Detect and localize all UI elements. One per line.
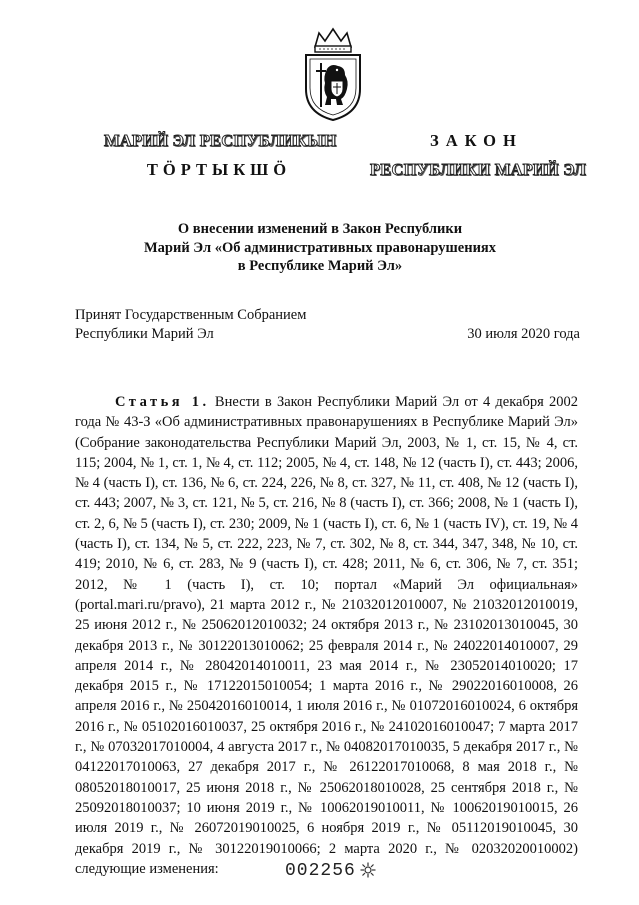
document-number: 002256 — [285, 861, 356, 881]
title-line-2: Марий Эл «Об административных правонарушениях — [143, 239, 497, 256]
adoption-date: 30 июля 2020 года — [467, 326, 580, 342]
ornament-icon — [360, 862, 376, 878]
header-right-line1: ЗАКОН — [430, 131, 523, 150]
article-1-paragraph — [75, 392, 578, 879]
title-line-1: О внесении изменений в Закон Республики — [177, 221, 463, 237]
header-left-line2: ТӦРТЫКШӦ — [146, 160, 292, 179]
article-text: Внести в Закон Республики Марий Эл от 4 декабря 2002 года № 43-З «Об административных правонарушениях в Республике Марий Эл» (Собрание законодательства Республики Марий Эл, 2003, № 1, ст. 15, № 4, ст. 115; 2004, № 1, ст. 1, № 4, ст. 112; 2005, № 4, ст. 148, № 12 (часть I), ст. 443; 2006, № 4 (часть I), ст. 136, № 6, ст. 224, 226, № 8, ст. 327, № 11, ст. 408, № 12 (часть I), ст. 443; 2007, № 3, ст. 121, № 5, ст. 216, № 8 (часть I), ст. 366; 2008, № 1 (часть I), ст. 2, 6, № 5 (часть I), ст. 230; 2009, № 1 (часть I), ст. 6, № 1 (часть IV), ст. 19, № 4 (часть I), ст. 134, № 5, ст. 222, 223, № 7, ст. 302, № 8, ст. 344, 347, 348, № 10, ст. 419; 2010, № 6, ст. 283, № 9 (часть I), ст. 428; 2011, № 6, ст. 306, № 7, ст. 351; 2012, № 1 (часть I), ст. 10; портал «Марий Эл официальная» (portal.mari.ru/pravo), 21 марта 2012 г., № 21032012010007, № 21032012010019, 25 июня 2012 г., № 25062012010032; 24 октября 2013 г., № 23102013010045, 30 декабря 2013 г., № 30122013010062; 25 февраля 2014 г., № 24022014010007, 29 апреля 2014 г., № 28042014010011, 23 мая 2014 г., № 23052014010020; 17 декабря 2015 г., № 17122015010054; 1 марта 2016 г., № 29022016010008, 26 апреля 2016 г., № 25042016010014, 1 июля 2016 г., № 01072016010024, 6 октября 2016 г., № 05102016010037, 25 октября 2016 г., № 24102016010047; 7 марта 2017 г., № 07032017010004, 4 августа 2017 г., № 04082017010035, 5 декабря 2017 г., № 04122017010063, 27 декабря 2017 г., № 26122017010068, 8 мая 2018 г., № 08052018010017, 25 июня 2018 г., № 25062018010028, 25 сентября 2018 г., № 25092018010037; 10 июня 2019 г., № 10062019010011, № 10062019010015, 26 июля 2019 г., № 26072019010025, 6 ноября 2019 г., № 05112019010045, 30 декабря 2019 г., № 30122019010066; 2 марта 2020 г., № 02032020010002) следующие изменения: — [75, 394, 579, 877]
adoption-block — [75, 306, 580, 344]
header-left-line1: МАРИЙ ЭЛ РЕСПУБЛИКЫН — [104, 131, 337, 150]
article-label: Статья 1. — [115, 394, 210, 410]
header-right-line2: РЕСПУБЛИКИ МАРИЙ ЭЛ — [370, 160, 587, 179]
title-line-3: в Республике Марий Эл» — [237, 258, 403, 274]
adopted-line-1: Принят Государственным Собранием — [75, 307, 307, 323]
adopted-line-2: Республики Марий Эл — [75, 326, 214, 342]
document-title — [60, 220, 580, 276]
coat-of-arms-icon — [301, 25, 365, 123]
